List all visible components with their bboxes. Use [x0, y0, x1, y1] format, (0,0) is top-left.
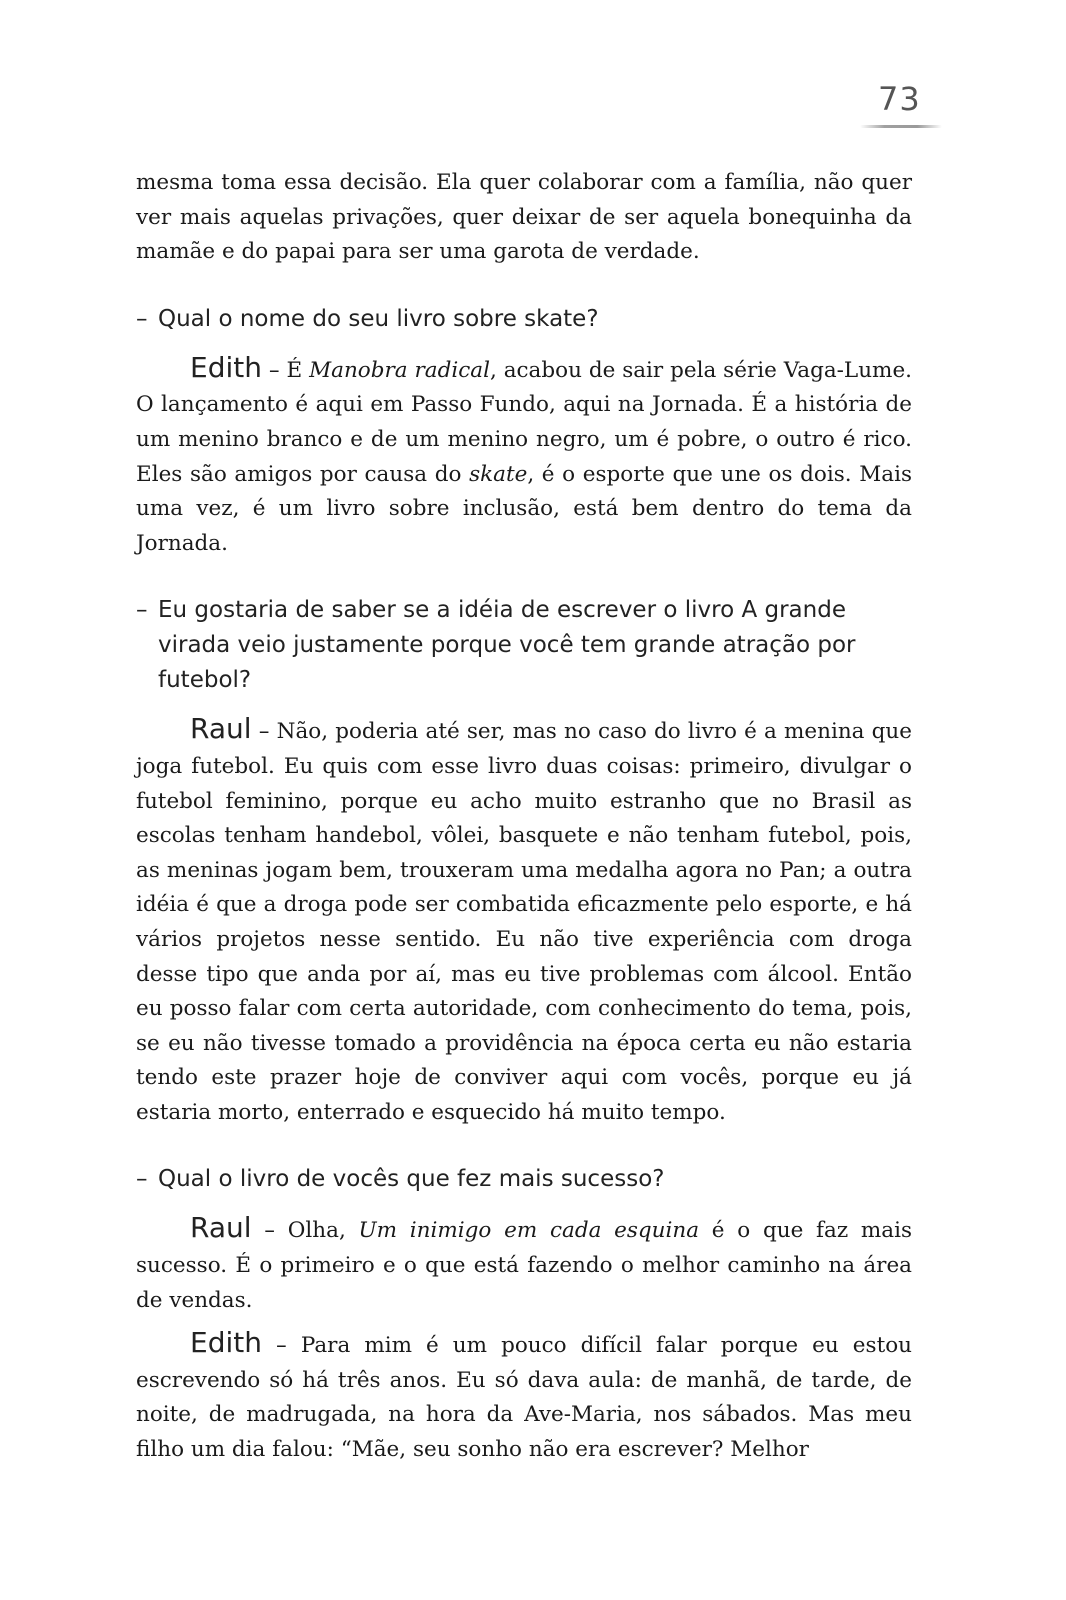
answer-paragraph — [136, 351, 912, 562]
block-spacer — [136, 270, 912, 302]
question-text: Qual o nome do seu livro sobre skate? — [158, 305, 599, 332]
question-dash: – — [136, 1166, 148, 1193]
question-line — [136, 1162, 912, 1197]
question-line — [136, 593, 912, 698]
answer-paragraph — [136, 1211, 912, 1318]
answer-text: Para mim é um pouco difícil falar porque eu estou escrevendo só há três anos. Eu só dava aula: de manhã, de tarde, de noite, de madrugada, na hora da Ave-Maria, nos sábados. Mas meu filho um dia falou: “Mãe, seu sonho não era escrever? Melhor — [136, 1333, 912, 1463]
question-text: Eu gostaria de saber se a idéia de escrever o livro A grande virada veio justamente porque você tem grande atração por futebol? — [158, 597, 856, 694]
answer-text: é o que faz mais sucesso. É o primeiro e o que está fazendo o melhor caminho na área de vendas. — [136, 1218, 913, 1313]
answer-text: Olha, — [287, 1218, 359, 1244]
answer-text: É — [286, 357, 310, 383]
block-spacer — [136, 337, 912, 351]
block-spacer — [136, 1197, 912, 1211]
speaker-name: Edith — [190, 1326, 262, 1360]
speaker-dash: – — [251, 719, 277, 745]
italic-title: skate — [469, 461, 528, 487]
speaker-name: Edith — [190, 350, 262, 384]
page-body — [136, 166, 912, 1468]
question-text: Qual o livro de vocês que fez mais sucesso? — [158, 1166, 665, 1193]
question-dash: – — [136, 597, 148, 624]
italic-title: Manobra radical — [309, 357, 490, 383]
speaker-name: Raul — [190, 712, 252, 746]
body-paragraph: mesma toma essa decisão. Ela quer colaborar com a família, não quer ver mais aquelas privações, quer deixar de ser aquela bonequinha da mamãe e do papai para ser uma garota de verdade. — [136, 170, 912, 265]
speaker-name: Raul — [190, 1211, 252, 1245]
block-spacer — [136, 1130, 912, 1162]
speaker-dash: – — [261, 1333, 301, 1359]
question-dash: – — [136, 305, 148, 332]
answer-text: Não, poderia até ser, mas no caso do livro é a menina que joga futebol. Eu quis com esse livro duas coisas: primeiro, divulgar o futebol feminino, porque eu acho muito estranho que no Brasil as escolas tenham handebol, vôlei, basquete e não tenham futebol, pois, as meninas jogam bem, trouxeram uma medalha agora no Pan; a outra idéia é que a droga pode ser combatida eficazmente pelo esporte, e há vários projetos nesse sentido. Eu não tive experiência com droga desse tipo que anda por aí, mas eu tive problemas com álcool. Então eu posso falar com certa autoridade, com conhecimento do tema, pois, se eu não tivesse tomado a providência na época certa eu não estaria tendo este prazer hoje de conviver aqui com vocês, porque eu já estaria morto, enterrado e esquecido há muito tempo. — [136, 719, 912, 1125]
block-spacer — [136, 561, 912, 593]
page-number-rule — [860, 125, 942, 128]
answer-text: , é o esporte que une os dois. Mais uma vez, é um livro sobre inclusão, está bem dentro do tema da Jornada. — [136, 461, 912, 556]
speaker-dash: – — [251, 1218, 288, 1244]
answer-paragraph — [136, 712, 912, 1130]
block-spacer — [136, 1318, 912, 1326]
answer-text: , acabou de sair pela série Vaga-Lume. O lançamento é aqui em Passo Fundo, aqui na Jornada. É a história de um menino branco e de um menino negro, um é pobre, o outro é rico. Eles são amigos por causa do — [136, 357, 912, 487]
speaker-dash: – — [261, 357, 287, 383]
italic-title: Um inimigo em cada esquina — [358, 1218, 700, 1244]
answer-paragraph — [136, 1326, 912, 1467]
question-line — [136, 302, 912, 337]
block-spacer — [136, 698, 912, 712]
page-number: 73 — [878, 80, 921, 118]
